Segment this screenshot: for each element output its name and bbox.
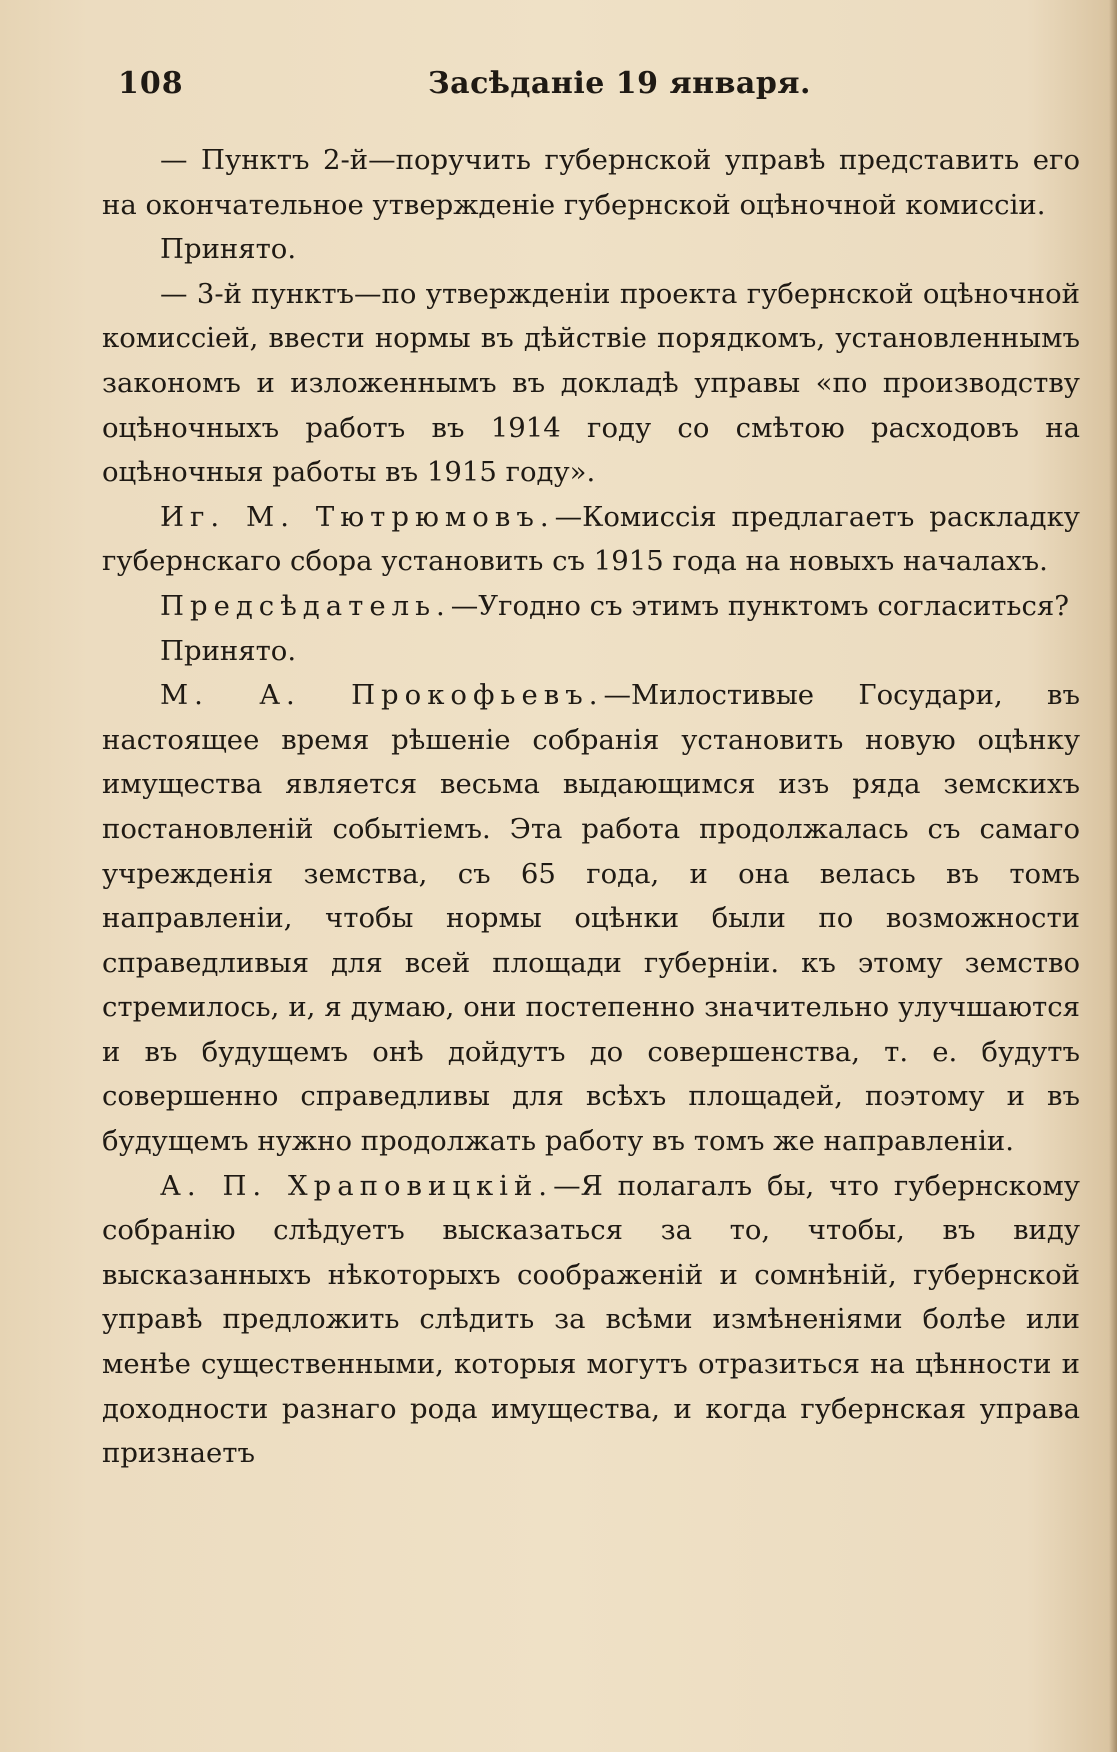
page-header bbox=[118, 66, 1078, 110]
paragraph-1-text: — Пунктъ 2-й—поручить губернской управѣ представить его на окончательное утвержденіе губернской оцѣночной комиссіи. bbox=[102, 144, 1080, 221]
paragraph-3-text: — 3-й пунктъ—по утвержденіи проекта губернской оцѣночной комиссіей, ввести нормы въ дѣйствіе порядкомъ, установленнымъ закономъ и изложеннымъ въ докладѣ управы «по производству оцѣночныхъ работъ въ 1914 году со смѣтою расходовъ на оцѣночныя работы въ 1915 году». bbox=[102, 277, 1080, 489]
paragraph-1 bbox=[102, 138, 1080, 227]
speaker-name: М. А. Прокофьевъ. bbox=[160, 679, 604, 712]
page-number: 108 bbox=[118, 66, 184, 101]
paragraph-2 bbox=[102, 227, 1080, 272]
paragraph-4 bbox=[102, 495, 1080, 584]
page-edge-shadow bbox=[1109, 0, 1117, 1752]
paragraph-6 bbox=[102, 629, 1080, 674]
paragraph-8-text: —Я полагалъ бы, что губернскому собранію слѣдуетъ высказаться за то, чтобы, въ виду высказанныхъ нѣкоторыхъ соображеній и сомнѣній, губернской управѣ предложить слѣдить за всѣми измѣненіями болѣе или менѣе существенными, которыя могутъ отразиться на цѣнности и доходности разнаго рода имущества, и когда губернская управа признаетъ bbox=[102, 1169, 1080, 1470]
speaker-name: А. П. Храповицкій. bbox=[160, 1169, 554, 1202]
paragraph-7-text: —Милостивые Государи, въ настоящее время рѣшеніе собранія установить новую оцѣнку имущества является весьма выдающимся изъ ряда земскихъ постановленій событіемъ. Эта работа продолжалась съ самаго учрежденія земства, съ 65 года, и она велась въ томъ направленіи, чтобы нормы оцѣнки были по возможности справедливыя для всей площади губерніи. къ этому земство стремилось, и, я думаю, они постепенно значительно улучшаются и въ будущемъ онѣ дойдутъ до совершенства, т. е. будутъ совершенно справедливы для всѣхъ площадей, поэтому и въ будущемъ нужно продолжать работу въ томъ же направленіи. bbox=[102, 679, 1080, 1158]
paragraph-7 bbox=[102, 673, 1080, 1164]
running-head: Засѣданіе 19 января. bbox=[428, 66, 811, 101]
paragraph-5-text: —Угодно съ этимъ пунктомъ согласиться? bbox=[450, 589, 1069, 622]
paragraph-3 bbox=[102, 272, 1080, 495]
speaker-name: Иг. М. Тютрюмовъ. bbox=[160, 500, 555, 533]
paragraph-6-text: Принято. bbox=[160, 634, 297, 667]
body-text bbox=[102, 138, 1080, 1476]
paragraph-5 bbox=[102, 584, 1080, 629]
paragraph-4-text: —Комиссія предлагаетъ раскладку губернскаго сбора установить съ 1915 года на новыхъ началахъ. bbox=[102, 500, 1080, 578]
paragraph-8 bbox=[102, 1164, 1080, 1476]
speaker-name: Предсѣдатель. bbox=[160, 589, 451, 622]
paragraph-2-text: Принято. bbox=[160, 233, 297, 266]
